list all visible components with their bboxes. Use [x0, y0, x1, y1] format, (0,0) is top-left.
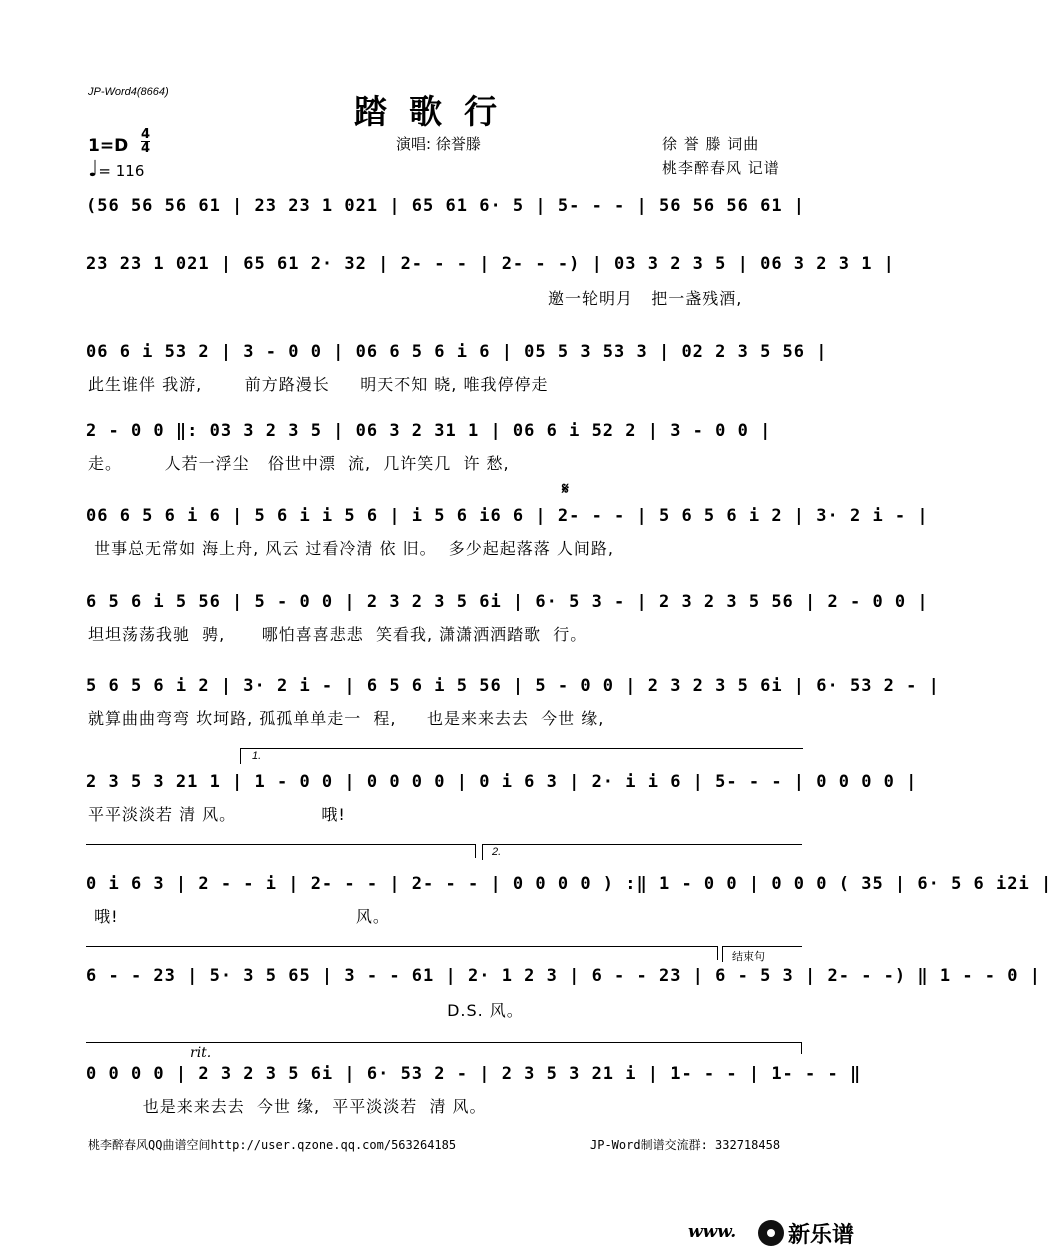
ending-2-bracket-tick: [482, 844, 483, 860]
ending-1-bracket-tick: [240, 748, 241, 764]
score-row-4: 2 - 0 0 ‖: 03 3 2 3 5 | 06 3 2 31 1 | 06 6 i 52 2 | 3 - 0 0 |: [86, 421, 772, 441]
score-row-1: (56 56 56 61 | 23 23 1 021 | 65 61 6· 5 | 5- - - | 56 56 56 61 |: [86, 196, 806, 216]
lyrics-row-8: 平平淡淡若 清 风。 哦!: [88, 805, 346, 824]
singer: 演唱: 徐誉滕: [396, 135, 481, 153]
ending-2-label: 2.: [492, 846, 502, 858]
time-bottom: 4: [141, 141, 151, 156]
score-row-7: 5 6 5 6 i 2 | 3· 2 i - | 6 5 6 i 5 56 | 5 - 0 0 | 2 3 2 3 5 6i | 6· 53 2 - |: [86, 676, 940, 696]
credit-score: 桃李醉春风 记谱: [662, 159, 780, 177]
software-label: JP-Word4(8664): [88, 86, 169, 98]
lyrics-row-3: 此生谁伴 我游, 前方路漫长 明天不知 晓, 唯我停停走: [88, 375, 549, 394]
coda-bracket-tick: [722, 946, 723, 962]
score-row-6: 6 5 6 i 5 56 | 5 - 0 0 | 2 3 2 3 5 6i | 6· 5 3 - | 2 3 2 3 5 56 | 2 - 0 0 |: [86, 592, 929, 612]
tempo: [88, 159, 144, 181]
ending-2-bracket: [482, 844, 802, 845]
ritardando-mark: rit.: [190, 1045, 212, 1061]
watermark-www: www.: [688, 1222, 737, 1242]
lyrics-row-2: 邀一轮明月 把一盏残酒,: [548, 289, 743, 308]
coda-label: 结束句: [732, 951, 765, 963]
score-row-10: 6 - - 23 | 5· 3 5 65 | 3 - - 61 | 2· 1 2 3 | 6 - - 23 | 6 - 5 3 | 2- - -) ‖ 1 - - 0 |: [86, 966, 1041, 986]
ending-1-bracket-end: [475, 844, 476, 858]
coda-bracket-end: [801, 1042, 802, 1054]
vinyl-logo-icon: [758, 1220, 784, 1246]
ending-2-bracket-continued: [86, 946, 718, 947]
key-signature: 1=D: [88, 136, 129, 156]
credit-music: 徐 誉 滕 词曲: [662, 135, 760, 153]
lyrics-row-10: D.S. 风。: [88, 1001, 524, 1020]
lyrics-row-6: 坦坦荡荡我驰 骋, 哪怕喜喜悲悲 笑看我, 潇潇洒洒踏歌 行。: [88, 625, 588, 644]
time-signature: [141, 128, 150, 155]
coda-bracket-continued: [86, 1042, 802, 1043]
score-row-11: 0 0 0 0 | 2 3 2 3 5 6i | 6· 53 2 - | 2 3 5 3 21 i | 1- - - | 1- - - ‖: [86, 1064, 862, 1084]
song-title: 踏歌行: [354, 92, 519, 131]
lyrics-row-7: 就算曲曲弯弯 坎坷路, 孤孤单单走一 程, 也是来来去去 今世 缘,: [88, 709, 605, 728]
score-row-5: 06 6 5 6 i 6 | 5 6 i i 5 6 | i 5 6 i6 6 | 2- - - | 5 6 5 6 i 2 | 3· 2 i - |: [86, 506, 929, 526]
score-row-2: 23 23 1 021 | 65 61 2· 32 | 2- - - | 2- - -) | 03 3 2 3 5 | 06 3 2 3 1 |: [86, 254, 895, 274]
score-row-3: 06 6 i 53 2 | 3 - 0 0 | 06 6 5 6 i 6 | 05 5 3 53 3 | 02 2 3 5 56 |: [86, 342, 828, 362]
lyrics-row-9: 哦! 风。: [88, 907, 390, 926]
lyrics-row-11: 也是来来去去 今世 缘, 平平淡淡若 清 风。: [88, 1097, 487, 1116]
ending-1-bracket-continued: [86, 844, 476, 845]
tempo-value: = 116: [98, 162, 145, 180]
footer-right: JP-Word制谱交流群: 332718458: [590, 1138, 781, 1152]
watermark-brand: 新乐谱: [788, 1223, 855, 1248]
segno-sign: 𝄋: [562, 479, 569, 498]
time-top: 4: [141, 127, 151, 142]
ending-2-bracket-end: [717, 946, 718, 960]
score-row-9: 0 i 6 3 | 2 - - i | 2- - - | 2- - - | 0 0 0 0 ) :‖ 1 - 0 0 | 0 0 0 ( 35 | 6· 5 6 i2i |: [86, 874, 1052, 894]
lyrics-row-4: 走。 人若一浮尘 俗世中漂 流, 几许笑几 许 愁,: [88, 454, 510, 473]
ending-1-bracket: [240, 748, 803, 749]
quarter-note-icon: ♩: [88, 157, 99, 182]
ending-1-label: 1.: [252, 750, 262, 762]
coda-bracket: [722, 946, 802, 947]
lyrics-row-5: 世事总无常如 海上舟, 风云 过看冷清 依 旧。 多少起起落落 人间路,: [88, 539, 614, 558]
footer-left: 桃李醉春风QQ曲谱空间http://user.qzone.qq.com/563264185: [88, 1138, 457, 1152]
score-row-8: 2 3 5 3 21 1 | 1 - 0 0 | 0 0 0 0 | 0 i 6 3 | 2· i i 6 | 5- - - | 0 0 0 0 |: [86, 772, 918, 792]
